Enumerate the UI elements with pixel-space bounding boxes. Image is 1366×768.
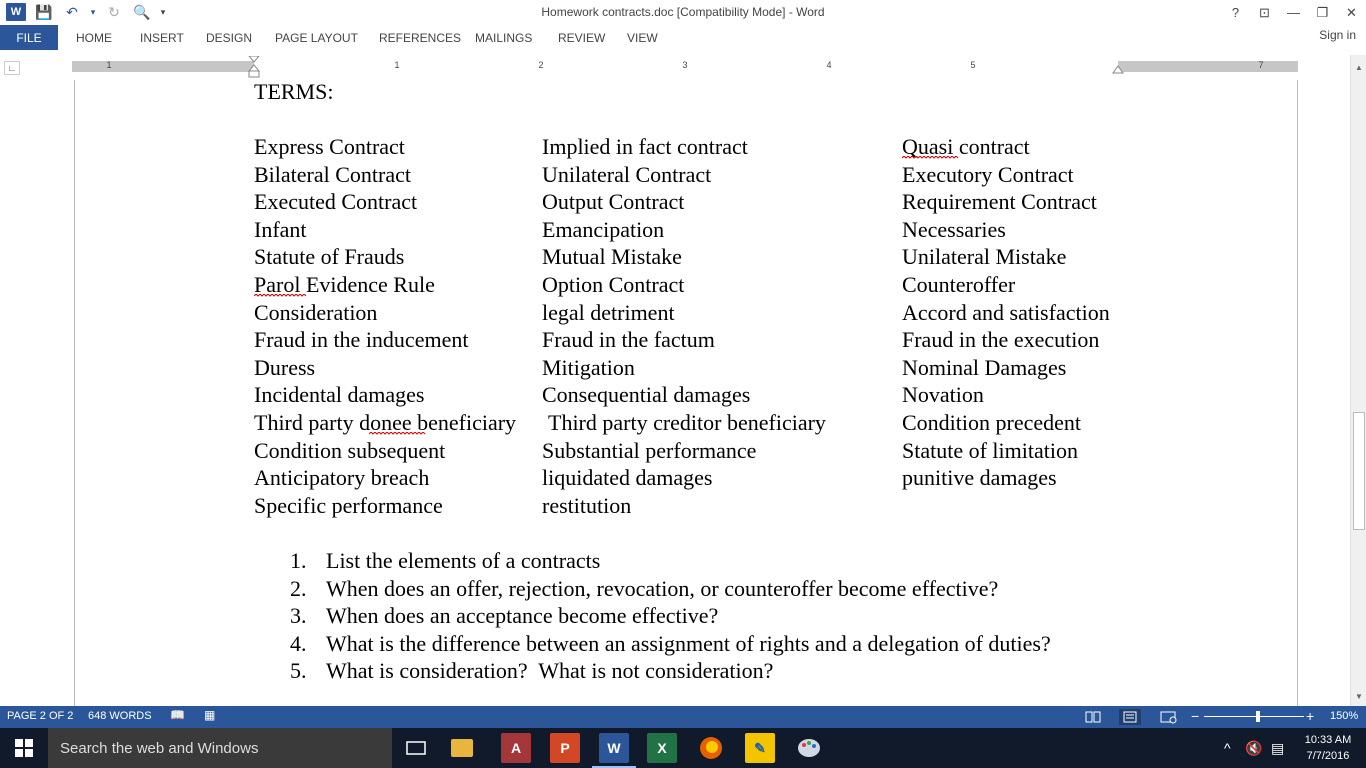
term-item: Nominal Damages xyxy=(902,354,1067,380)
terms-column-3 xyxy=(902,133,1110,492)
term-item: Executory Contract xyxy=(902,161,1074,187)
list-number: 3. xyxy=(290,603,307,629)
term-item: Fraud in the factum xyxy=(542,327,715,353)
horizontal-ruler[interactable] xyxy=(72,61,1298,72)
show-hidden-icons[interactable]: ^ xyxy=(1224,740,1231,756)
term-item: Consequential damages xyxy=(542,382,751,408)
file-explorer-icon[interactable] xyxy=(451,739,473,757)
term-item: Substantial performance xyxy=(542,437,757,463)
term-item: Mitigation xyxy=(542,354,635,380)
read-mode-icon[interactable] xyxy=(1085,711,1101,723)
taskbar-search[interactable]: Search the web and Windows xyxy=(48,728,392,768)
term-item: Third party creditor beneficiary xyxy=(548,409,826,435)
term-item: Accord and satisfaction xyxy=(902,299,1110,325)
sign-in-link[interactable]: Sign in xyxy=(1319,28,1356,42)
page-right-edge xyxy=(1297,80,1298,706)
term-item: Statute of Frauds xyxy=(254,244,405,270)
term-item: Express Contract xyxy=(254,134,405,159)
canary-icon[interactable]: ✎ xyxy=(745,733,775,763)
clock-date: 7/7/2016 xyxy=(1306,750,1350,762)
list-number: 2. xyxy=(290,575,307,601)
questions-list xyxy=(290,547,1051,685)
term-item: liquidated damages xyxy=(542,465,713,491)
firefox-icon[interactable] xyxy=(696,733,726,763)
spelling-error-marker xyxy=(254,294,307,298)
ribbon-display-icon[interactable]: ⊡ xyxy=(1259,4,1270,20)
indent-marker-icon[interactable] xyxy=(248,56,260,78)
close-icon[interactable]: ✕ xyxy=(1346,4,1357,20)
action-center-icon[interactable]: ▤ xyxy=(1271,740,1285,756)
right-indent-marker-icon[interactable] xyxy=(1112,65,1124,75)
vertical-scrollbar[interactable] xyxy=(1350,55,1366,706)
terms-column-1 xyxy=(254,133,516,519)
list-number: 1. xyxy=(290,548,307,573)
term-item: Duress xyxy=(254,354,316,380)
ruler-label: 5 xyxy=(970,60,976,70)
term-item: Specific performance xyxy=(254,492,443,518)
undo-dropdown-icon[interactable]: ▾ xyxy=(90,7,96,17)
ruler-label: 4 xyxy=(826,60,832,70)
question-text: What is the difference between an assignment of rights and a delegation of duties? xyxy=(326,630,1051,656)
taskbar xyxy=(0,728,1366,768)
window-title: Homework contracts.doc [Compatibility Mode] - Word xyxy=(541,5,825,19)
term-item: Condition precedent xyxy=(902,409,1082,435)
zoom-slider-thumb[interactable] xyxy=(1256,711,1260,722)
term-item: Mutual Mistake xyxy=(542,244,682,270)
list-number: 4. xyxy=(290,630,307,656)
tab-review[interactable]: REVIEW xyxy=(558,30,606,45)
word-count[interactable]: 648 WORDS xyxy=(88,710,152,722)
undo-icon[interactable]: ↶ xyxy=(66,4,78,20)
scroll-down-icon[interactable]: ▼ xyxy=(1355,691,1363,701)
restore-icon[interactable]: ❐ xyxy=(1316,4,1329,20)
excel-icon[interactable]: X xyxy=(647,733,677,763)
ruler-label: 7 xyxy=(1258,60,1264,70)
term-item: Bilateral Contract xyxy=(254,161,411,187)
status-bar xyxy=(0,706,1366,728)
list-item xyxy=(290,630,1051,658)
term-item: restitution xyxy=(542,492,632,518)
tab-insert[interactable]: INSERT xyxy=(140,30,184,45)
list-item xyxy=(290,575,1051,603)
term-item: Requirement Contract xyxy=(902,189,1097,215)
list-item xyxy=(290,547,1051,575)
ribbon-tabs xyxy=(0,25,1366,50)
term-item: Novation xyxy=(902,382,984,408)
term-item: Statute of limitation xyxy=(902,437,1078,463)
term-item: Anticipatory breach xyxy=(254,465,430,491)
zoom-out-button[interactable]: − xyxy=(1191,708,1200,724)
tab-design[interactable]: DESIGN xyxy=(206,30,253,45)
help-icon[interactable]: ? xyxy=(1231,5,1240,20)
term-item: Counteroffer xyxy=(902,271,1016,297)
term-item: Unilateral Mistake xyxy=(902,244,1067,270)
spelling-error-marker xyxy=(369,432,427,436)
web-layout-icon[interactable] xyxy=(1160,710,1178,724)
scroll-up-icon[interactable]: ▲ xyxy=(1355,62,1363,72)
windows-logo-icon xyxy=(15,739,33,757)
powerpoint-icon[interactable]: P xyxy=(550,733,580,763)
tab-mailings[interactable]: MAILINGS xyxy=(475,30,533,45)
proofing-icon[interactable]: 📖 xyxy=(170,708,185,722)
term-item: Third party donee beneficiary xyxy=(254,409,517,435)
clock-time: 10:33 AM xyxy=(1304,734,1352,746)
term-item: Output Contract xyxy=(542,189,685,215)
term-item: Implied in fact contract xyxy=(542,134,748,159)
start-button[interactable] xyxy=(0,728,48,768)
scrollbar-thumb[interactable] xyxy=(1353,412,1365,530)
ruler-label: 3 xyxy=(682,60,688,70)
access-icon[interactable]: A xyxy=(501,733,531,763)
list-number: 5. xyxy=(290,658,307,684)
tab-selector-icon[interactable]: ∟ xyxy=(4,61,20,75)
tab-home[interactable]: HOME xyxy=(76,30,112,45)
print-preview-icon[interactable]: 🔍 xyxy=(133,4,151,20)
question-text: What is consideration? What is not consideration? xyxy=(326,658,774,684)
tab-references[interactable]: REFERENCES xyxy=(379,30,462,45)
term-item: Quasi contract xyxy=(902,134,1030,159)
term-item: legal detriment xyxy=(542,299,675,325)
terms-column-2 xyxy=(542,133,826,519)
question-text: When does an acceptance become effective? xyxy=(326,603,719,629)
window-controls xyxy=(1221,0,1366,25)
minimize-icon[interactable]: — xyxy=(1287,5,1300,20)
macro-recording-icon[interactable]: ▦ xyxy=(204,708,216,722)
redo-icon[interactable]: ↻ xyxy=(108,4,120,20)
print-layout-icon[interactable] xyxy=(1119,709,1141,725)
question-text: List the elements of a contracts xyxy=(326,548,601,573)
ruler-area xyxy=(0,55,1366,80)
task-view-icon[interactable] xyxy=(401,733,431,763)
term-item: Unilateral Contract xyxy=(542,161,712,187)
tab-file[interactable]: FILE xyxy=(0,25,58,50)
page-left-edge xyxy=(74,80,75,706)
page-count[interactable]: PAGE 2 OF 2 xyxy=(7,710,74,722)
ruler-label: 1 xyxy=(394,60,400,70)
list-item xyxy=(290,602,1051,630)
tab-page-layout[interactable]: PAGE LAYOUT xyxy=(275,30,358,45)
zoom-slider[interactable] xyxy=(1204,716,1304,717)
zoom-in-button[interactable]: + xyxy=(1306,708,1315,724)
volume-icon[interactable]: 🔇 xyxy=(1245,740,1263,756)
list-item xyxy=(290,657,1051,685)
tab-view[interactable]: VIEW xyxy=(627,30,658,45)
term-item: Condition subsequent xyxy=(254,437,446,463)
term-item: Fraud in the execution xyxy=(902,327,1100,353)
term-item: Parol Evidence Rule xyxy=(254,271,435,297)
term-item: Necessaries xyxy=(902,216,1006,242)
term-item: Option Contract xyxy=(542,271,685,297)
spelling-error-marker xyxy=(902,156,958,160)
term-item: Executed Contract xyxy=(254,189,418,215)
ruler-label: 2 xyxy=(538,60,544,70)
term-item: punitive damages xyxy=(902,465,1057,491)
question-text: When does an offer, rejection, revocation, or counteroffer become effective? xyxy=(326,575,999,601)
term-item: Consideration xyxy=(254,299,378,325)
ruler-label: 1 xyxy=(106,60,112,70)
term-item: Incidental damages xyxy=(254,382,425,408)
save-icon[interactable]: 💾 xyxy=(35,4,53,20)
zoom-level[interactable]: 150% xyxy=(1330,710,1359,722)
paint-icon[interactable] xyxy=(794,733,824,763)
terms-heading: TERMS: xyxy=(254,79,334,104)
word-taskbar-icon[interactable]: W xyxy=(599,733,629,763)
term-item: Fraud in the inducement xyxy=(254,327,469,353)
term-item: Emancipation xyxy=(542,216,665,242)
term-item: Infant xyxy=(254,216,307,242)
word-logo-icon[interactable]: W xyxy=(6,3,26,21)
customize-qat-icon[interactable]: ▾ xyxy=(160,7,166,17)
title-bar xyxy=(0,0,1366,25)
taskbar-clock[interactable] xyxy=(1298,732,1358,764)
